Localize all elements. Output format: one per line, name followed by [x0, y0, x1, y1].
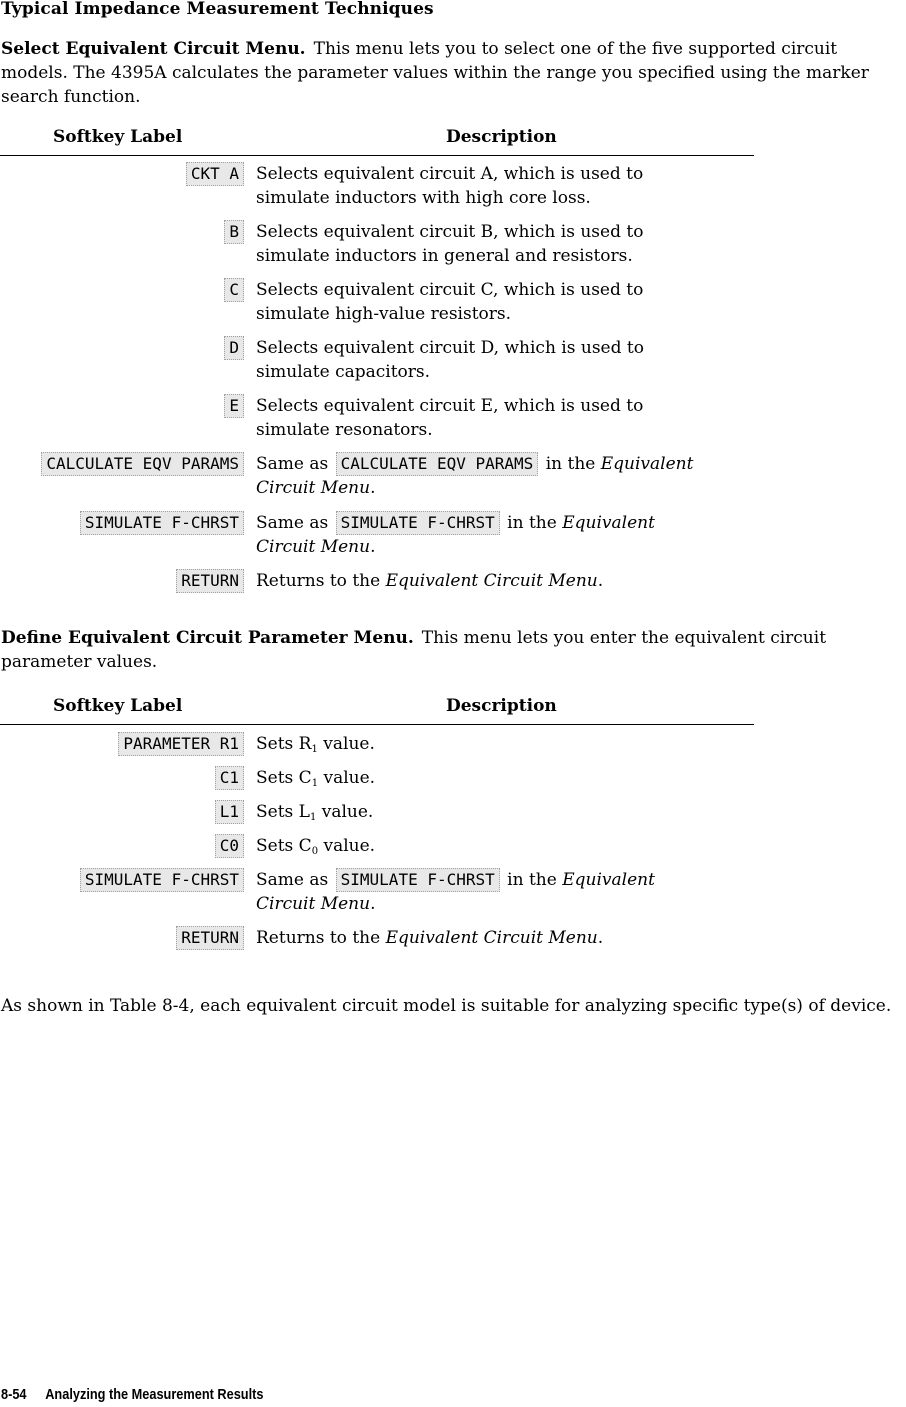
column-header-softkey: Softkey Label: [53, 127, 183, 147]
desc-text: value.: [321, 802, 374, 822]
softkey-c[interactable]: C: [224, 278, 244, 302]
param-subscript: 0: [311, 846, 319, 857]
softkey-return[interactable]: RETURN: [176, 926, 244, 950]
menu-reference: Equivalent: [562, 513, 655, 533]
softkey-ckt-a[interactable]: CKT A: [186, 162, 244, 186]
row-desc-line2: simulate high-value resistors.: [256, 304, 512, 324]
select-menu-description: This menu lets you to select one of the five supported circuit models. The 4395A calculates the parameter values within the range you specified using the marker search function.: [1, 39, 869, 107]
menu-reference: Circuit Menu: [256, 537, 371, 557]
param-subscript: 1: [311, 744, 318, 755]
softkey-parameter-r1[interactable]: PARAMETER R1: [118, 732, 244, 756]
select-menu-table: [0, 121, 754, 591]
softkey-c1[interactable]: C1: [215, 766, 244, 790]
softkey-e[interactable]: E: [224, 394, 244, 418]
desc-text: .: [597, 571, 604, 591]
page-number: 8-54: [1, 1386, 27, 1403]
menu-reference: Equivalent: [562, 870, 655, 890]
row-desc-line2: simulate capacitors.: [256, 362, 431, 382]
desc-text: value.: [323, 836, 376, 856]
softkey-ref-simulate-f-chrst: SIMULATE F-CHRST: [336, 511, 500, 535]
define-menu-title: Define Equivalent Circuit Parameter Menu.: [1, 628, 414, 648]
desc-text: Sets: [256, 768, 294, 788]
desc-text: Same as: [256, 870, 329, 890]
define-menu-intro: [1, 626, 905, 674]
row-desc-line1: Selects equivalent circuit B, which is used to: [256, 222, 644, 242]
softkey-simulate-f-chrst[interactable]: SIMULATE F-CHRST: [80, 511, 244, 535]
column-header-description: Description: [446, 127, 557, 147]
softkey-ref-simulate-f-chrst: SIMULATE F-CHRST: [336, 868, 500, 892]
closing-paragraph: [1, 994, 905, 1018]
row-desc-line2: simulate inductors in general and resistors.: [256, 246, 633, 266]
select-menu-intro: [1, 37, 905, 109]
define-menu-description: This menu lets you enter the equivalent circuit parameter values.: [1, 628, 827, 672]
desc-text: .: [597, 928, 604, 948]
desc-text: Returns to the: [256, 571, 381, 591]
softkey-ref-calculate-eqv-params: CALCULATE EQV PARAMS: [336, 452, 539, 476]
desc-text: value.: [323, 768, 376, 788]
row-desc-line1: Selects equivalent circuit C, which is used to: [256, 280, 644, 300]
menu-reference: Circuit Menu: [256, 478, 371, 498]
menu-reference: Equivalent Circuit Menu: [385, 928, 598, 948]
desc-text: .: [370, 894, 376, 914]
table-header: [0, 690, 754, 725]
softkey-d[interactable]: D: [224, 336, 244, 360]
running-head: Typical Impedance Measurement Techniques: [1, 0, 434, 19]
chapter-title: Analyzing the Measurement Results: [45, 1386, 264, 1403]
softkey-simulate-f-chrst[interactable]: SIMULATE F-CHRST: [80, 868, 244, 892]
softkey-l1[interactable]: L1: [215, 800, 244, 824]
desc-text: Sets: [256, 734, 294, 754]
param-symbol: L: [298, 802, 310, 822]
column-header-description: Description: [446, 696, 557, 716]
desc-text: value.: [323, 734, 375, 754]
desc-text: in the: [507, 513, 557, 533]
softkey-b[interactable]: B: [224, 220, 244, 244]
param-symbol: C: [298, 836, 312, 856]
define-menu-table: [0, 690, 754, 948]
desc-text: Sets: [256, 836, 294, 856]
desc-text: in the: [545, 454, 596, 474]
column-header-softkey: Softkey Label: [53, 696, 183, 716]
desc-text: in the: [507, 870, 557, 890]
row-desc-line1: Selects equivalent circuit D, which is used to: [256, 338, 644, 358]
page-footer: [1, 1383, 263, 1407]
param-symbol: R: [298, 734, 312, 754]
desc-text: Sets: [256, 802, 294, 822]
menu-reference: Equivalent Circuit Menu: [385, 571, 598, 591]
param-symbol: C: [298, 768, 312, 788]
softkey-c0[interactable]: C0: [215, 834, 244, 858]
desc-text: .: [370, 537, 376, 557]
desc-text: Same as: [256, 513, 329, 533]
param-subscript: 1: [311, 778, 319, 789]
desc-text: Same as: [256, 454, 329, 474]
row-desc-line1: Selects equivalent circuit E, which is used to: [256, 396, 644, 416]
row-desc-line2: simulate resonators.: [256, 420, 433, 440]
menu-reference: Equivalent: [600, 454, 694, 474]
select-menu-title: Select Equivalent Circuit Menu.: [1, 39, 306, 59]
param-subscript: 1: [309, 812, 317, 823]
softkey-calculate-eqv-params[interactable]: CALCULATE EQV PARAMS: [41, 452, 244, 476]
row-desc-line1: Selects equivalent circuit A, which is used to: [256, 164, 644, 184]
closing-text: As shown in Table 8-4, each equivalent circuit model is suitable for analyzing specific type(s) of device.: [1, 996, 892, 1016]
desc-text: Returns to the: [256, 928, 381, 948]
softkey-return[interactable]: RETURN: [176, 569, 244, 593]
table-header: [0, 121, 754, 156]
row-desc-line2: simulate inductors with high core loss.: [256, 188, 591, 208]
menu-reference: Circuit Menu: [256, 894, 371, 914]
desc-text: .: [370, 478, 376, 498]
